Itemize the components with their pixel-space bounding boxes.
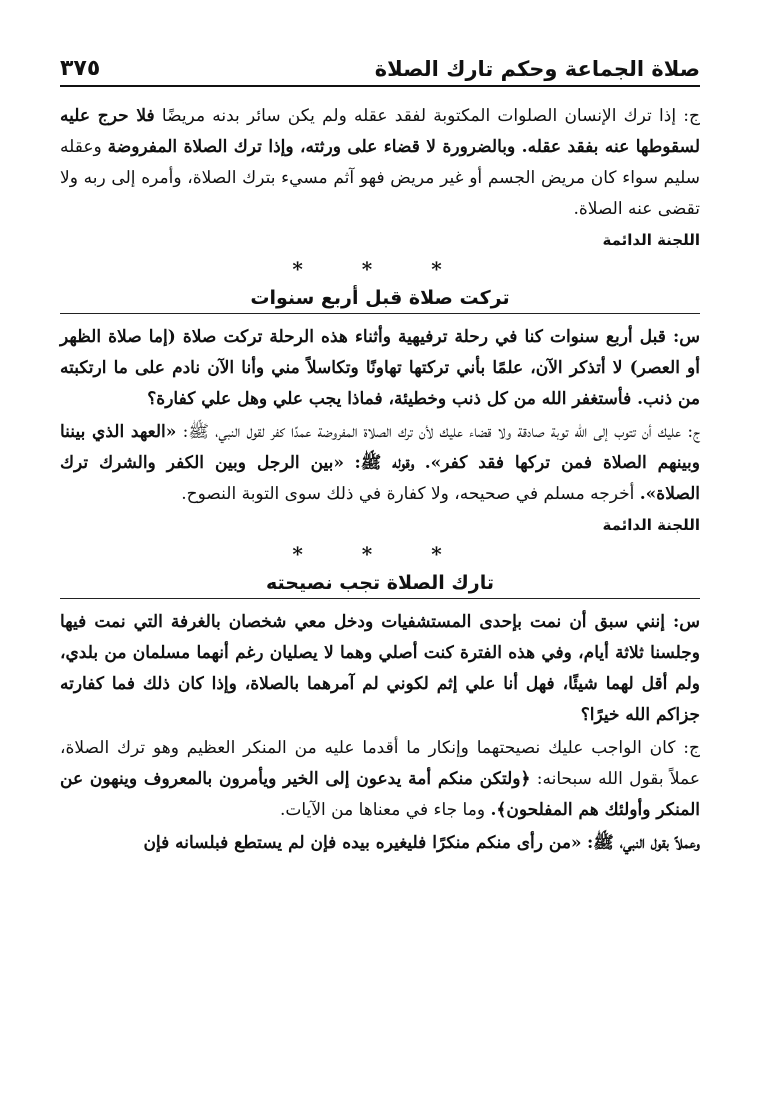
section-title: تركت صلاة قبل أربع سنوات: [60, 287, 700, 314]
answer-text: إذا ترك الإنسان الصلوات المكتوبة لفقد عقله ولم يكن سائر بدنه مريضًا: [161, 106, 677, 126]
page-header: [60, 56, 700, 87]
answer-paragraph-1: [60, 101, 700, 225]
answer-paragraph-4: [60, 828, 700, 859]
running-title: صلاة الجماعة وحكم تارك الصلاة: [374, 57, 700, 81]
answer-text: أخرجه مسلم في صحيحه، ولا كفارة في ذلك سوى التوبة النصوح.: [181, 484, 635, 504]
question-text: إنني سبق أن نمت بإحدى المستشفيات ودخل معي شخصان بالغرفة التي نمت فيها وجلسنا ثلاثة أيام، وفي هذه الفترة كنت أصلي وهما لا يصليان رغم أنهما مسلمان من بلدي، ولم أقل لهما شيئًا، فهل أنا علي إثم لكوني لم آمرهما بالصلاة، وإذا كان ذلك فما كفارته جزاكم الله خيرًا؟: [60, 612, 700, 725]
section-separator: * * *: [292, 542, 468, 566]
answer-text: وقوله ﷺ:: [354, 453, 415, 473]
question-label: س:: [672, 612, 700, 632]
answer-paragraph-2: [60, 417, 700, 510]
answer-text: عليك أن تتوب إلى الله توبة صادقة ولا قضاء عليك لأن ترك الصلاة المفروضة عمدًا كفر لقول النبي، ﷺ:: [182, 422, 682, 442]
answer-text: وعملاً بقول النبي، ﷺ:: [586, 833, 700, 853]
document-page: [60, 56, 700, 865]
question-paragraph: [60, 607, 700, 731]
question-text: قبل أربع سنوات كنا في رحلة ترفيهية وأثناء هذه الرحلة تركت صلاة (إما صلاة الظهر أو العصر) لا أتذكر الآن، علمًا بأني تركتها تهاونًا وتكاسلاً مني وأنا الآن نادم على ما ارتكبته من ذنب. فأستغفر الله من كل ذنب وخطيئة، فماذا يجب علي وهل علي كفارة؟: [60, 327, 700, 409]
answer-text: وما جاء في معناها من الآيات.: [280, 800, 486, 820]
committee-signature: اللجنة الدائمة: [602, 231, 700, 249]
answer-label: ج:: [687, 422, 700, 442]
section-title: تارك الصلاة تجب نصيحته: [60, 572, 700, 599]
hadith-quote: «من رأى منكم منكرًا فليغيره بيده فإن لم يستطع فبلسانه فإن: [143, 833, 582, 853]
quran-verse: ﴿ولتكن منكم أمة يدعون إلى الخير ويأمرون بالمعروف وينهون عن المنكر وأولئك هم المفلحون﴾.: [60, 769, 700, 820]
hadith-quote: «بين الرجل وبين الكفر والشرك ترك الصلاة».: [60, 453, 700, 504]
committee-signature: اللجنة الدائمة: [602, 516, 700, 534]
answer-text-bold: فلا حرج عليه لسقوطها عنه بفقد عقله. وبالضرورة لا قضاء على ورثته، وإذا ترك الصلاة المفروضة: [60, 106, 700, 157]
answer-text: وعقله سليم سواء كان مريض الجسم أو غير مريض فهو آثم مسيء بترك الصلاة، وأمره إلى ربه ولا تقضى عنه الصلاة.: [60, 137, 700, 219]
question-label: س:: [672, 327, 700, 347]
answer-paragraph-3: [60, 733, 700, 826]
answer-label: ج:: [683, 738, 700, 758]
page-number: ٣٧٥: [60, 56, 101, 81]
hadith-quote: «العهد الذي بيننا وبينهم الصلاة فمن تركها فقد كفر».: [60, 422, 700, 473]
answer-text: كان الواجب عليك نصيحتهما وإنكار ما أقدما عليه من المنكر العظيم وهو ترك الصلاة، عملاً بقول الله سبحانه:: [60, 738, 700, 789]
section-separator: * * *: [292, 257, 468, 281]
answer-label: ج:: [683, 106, 700, 126]
question-paragraph: [60, 322, 700, 415]
